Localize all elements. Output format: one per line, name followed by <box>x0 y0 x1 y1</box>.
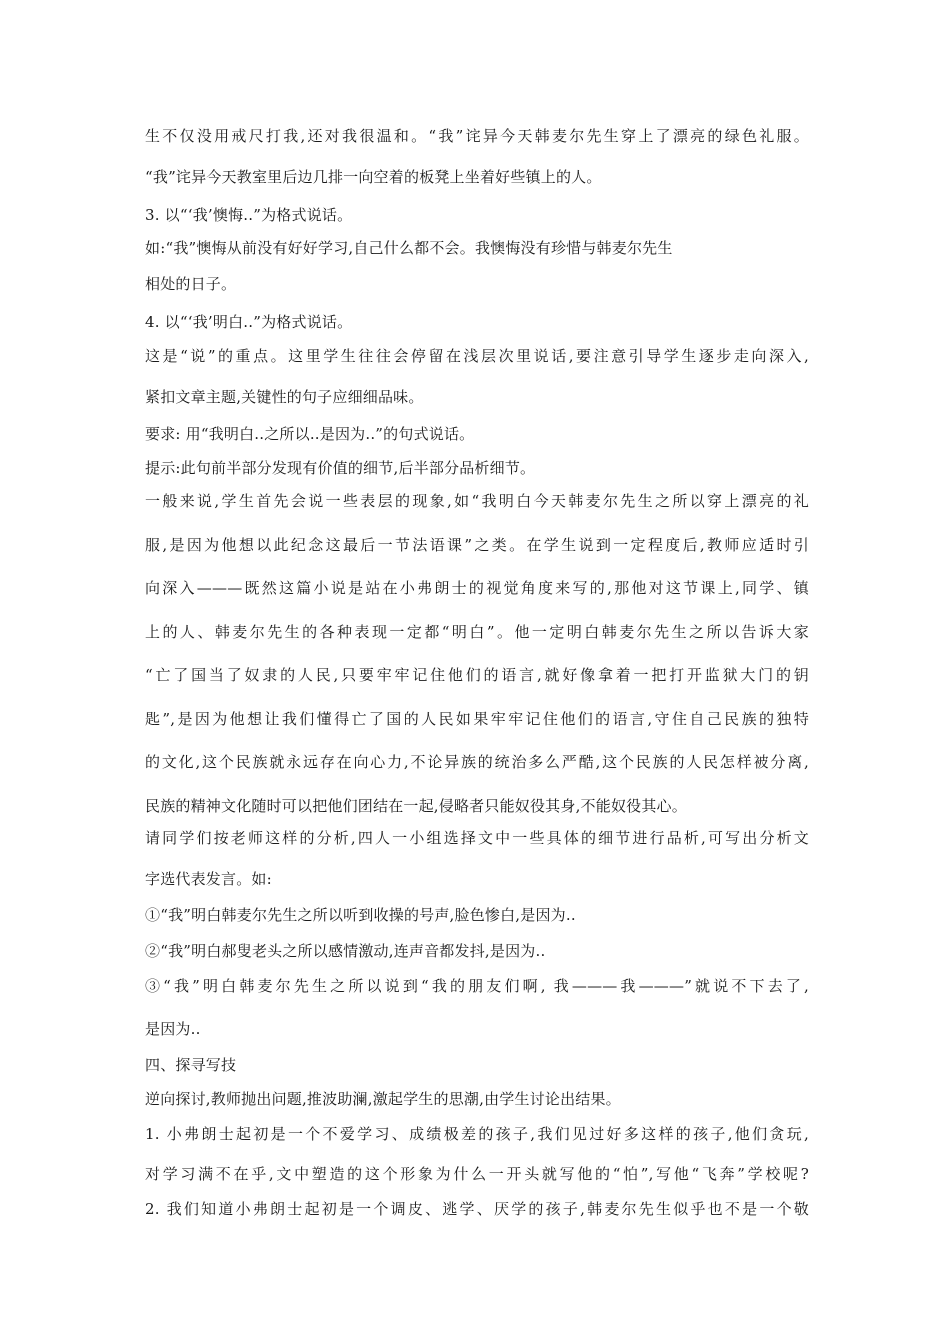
text-line: 民族的精神文化随时可以把他们团结在一起,侵略者只能奴役其身,不能奴役其心。 <box>145 797 687 815</box>
text-line: ②“我”明白郝叟老头之所以感情激动,连声音都发抖,是因为.. <box>145 942 546 960</box>
text-line: 匙”,是因为他想让我们懂得亡了国的人民如果牢牢记住他们的语言,守住自己民族的独特 <box>145 710 809 728</box>
text-line: 是因为.. <box>145 1020 201 1038</box>
text-line: 服,是因为他想以此纪念这最后一节法语课”之类。在学生说到一定程度后,教师应适时引 <box>145 536 809 554</box>
text-line: 提示:此句前半部分发现有价值的细节,后半部分品析细节。 <box>145 459 536 477</box>
text-line: 一般来说,学生首先会说一些表层的现象,如“我明白今天韩麦尔先生之所以穿上漂亮的礼 <box>145 492 809 510</box>
text-line: ③“我”明白韩麦尔先生之所以说到“我的朋友们啊, 我———我———”就说不下去了, <box>145 977 809 995</box>
text-line: 紧扣文章主题,关键性的句子应细细品味。 <box>145 388 424 406</box>
text-line: 3. 以“‘我’懊悔..”为格式说话。 <box>145 206 353 224</box>
text-line: 逆向探讨,教师抛出问题,推波助澜,激起学生的思潮,由学生讨论出结果。 <box>145 1090 621 1108</box>
text-line: 向深入———既然这篇小说是站在小弗朗士的视觉角度来写的,那他对这节课上,同学、镇 <box>145 579 809 597</box>
text-line: 字选代表发言。如: <box>145 870 272 888</box>
text-line: 的文化,这个民族就永远存在向心力,不论异族的统治多么严酷,这个民族的人民怎样被分离, <box>145 753 809 771</box>
text-line: 4. 以“‘我’明白..”为格式说话。 <box>145 313 353 331</box>
text-line: “亡了国当了奴隶的人民,只要牢牢记住他们的语言,就好像拿着一把打开监狱大门的钥 <box>145 666 809 684</box>
text-line: “我”诧异今天教室里后边几排一向空着的板凳上坐着好些镇上的人。 <box>145 168 602 186</box>
text-line: 2. 我们知道小弗朗士起初是一个调皮、逃学、厌学的孩子,韩麦尔先生似乎也不是一个敬 <box>145 1200 809 1218</box>
section-heading: 四、探寻写技 <box>145 1056 237 1074</box>
text-line: 相处的日子。 <box>145 275 237 293</box>
text-line: 对学习满不在乎,文中塑造的这个形象为什么一开头就写他的“怕”,写他“飞奔”学校呢? <box>145 1165 809 1183</box>
text-line: 生不仅没用戒尺打我,还对我很温和。“我”诧异今天韩麦尔先生穿上了漂亮的绿色礼服。 <box>145 127 809 145</box>
text-line: 上的人、韩麦尔先生的各种表现一定都“明白”。他一定明白韩麦尔先生之所以告诉大家 <box>145 623 809 641</box>
text-line: 1. 小弗朗士起初是一个不爱学习、成绩极差的孩子,我们见过好多这样的孩子,他们贪玩, <box>145 1125 809 1143</box>
text-line: 要求: 用“我明白..之所以..是因为..”的句式说话。 <box>145 425 475 443</box>
text-line: ①“我”明白韩麦尔先生之所以听到收操的号声,脸色惨白,是因为.. <box>145 906 576 924</box>
text-line: 这是“说”的重点。这里学生往往会停留在浅层次里说话,要注意引导学生逐步走向深入, <box>145 347 809 365</box>
text-line: 如:“我”懊悔从前没有好好学习,自己什么都不会。我懊悔没有珍惜与韩麦尔先生 <box>145 239 673 257</box>
text-line: 请同学们按老师这样的分析,四人一小组选择文中一些具体的细节进行品析,可写出分析文 <box>145 829 809 847</box>
